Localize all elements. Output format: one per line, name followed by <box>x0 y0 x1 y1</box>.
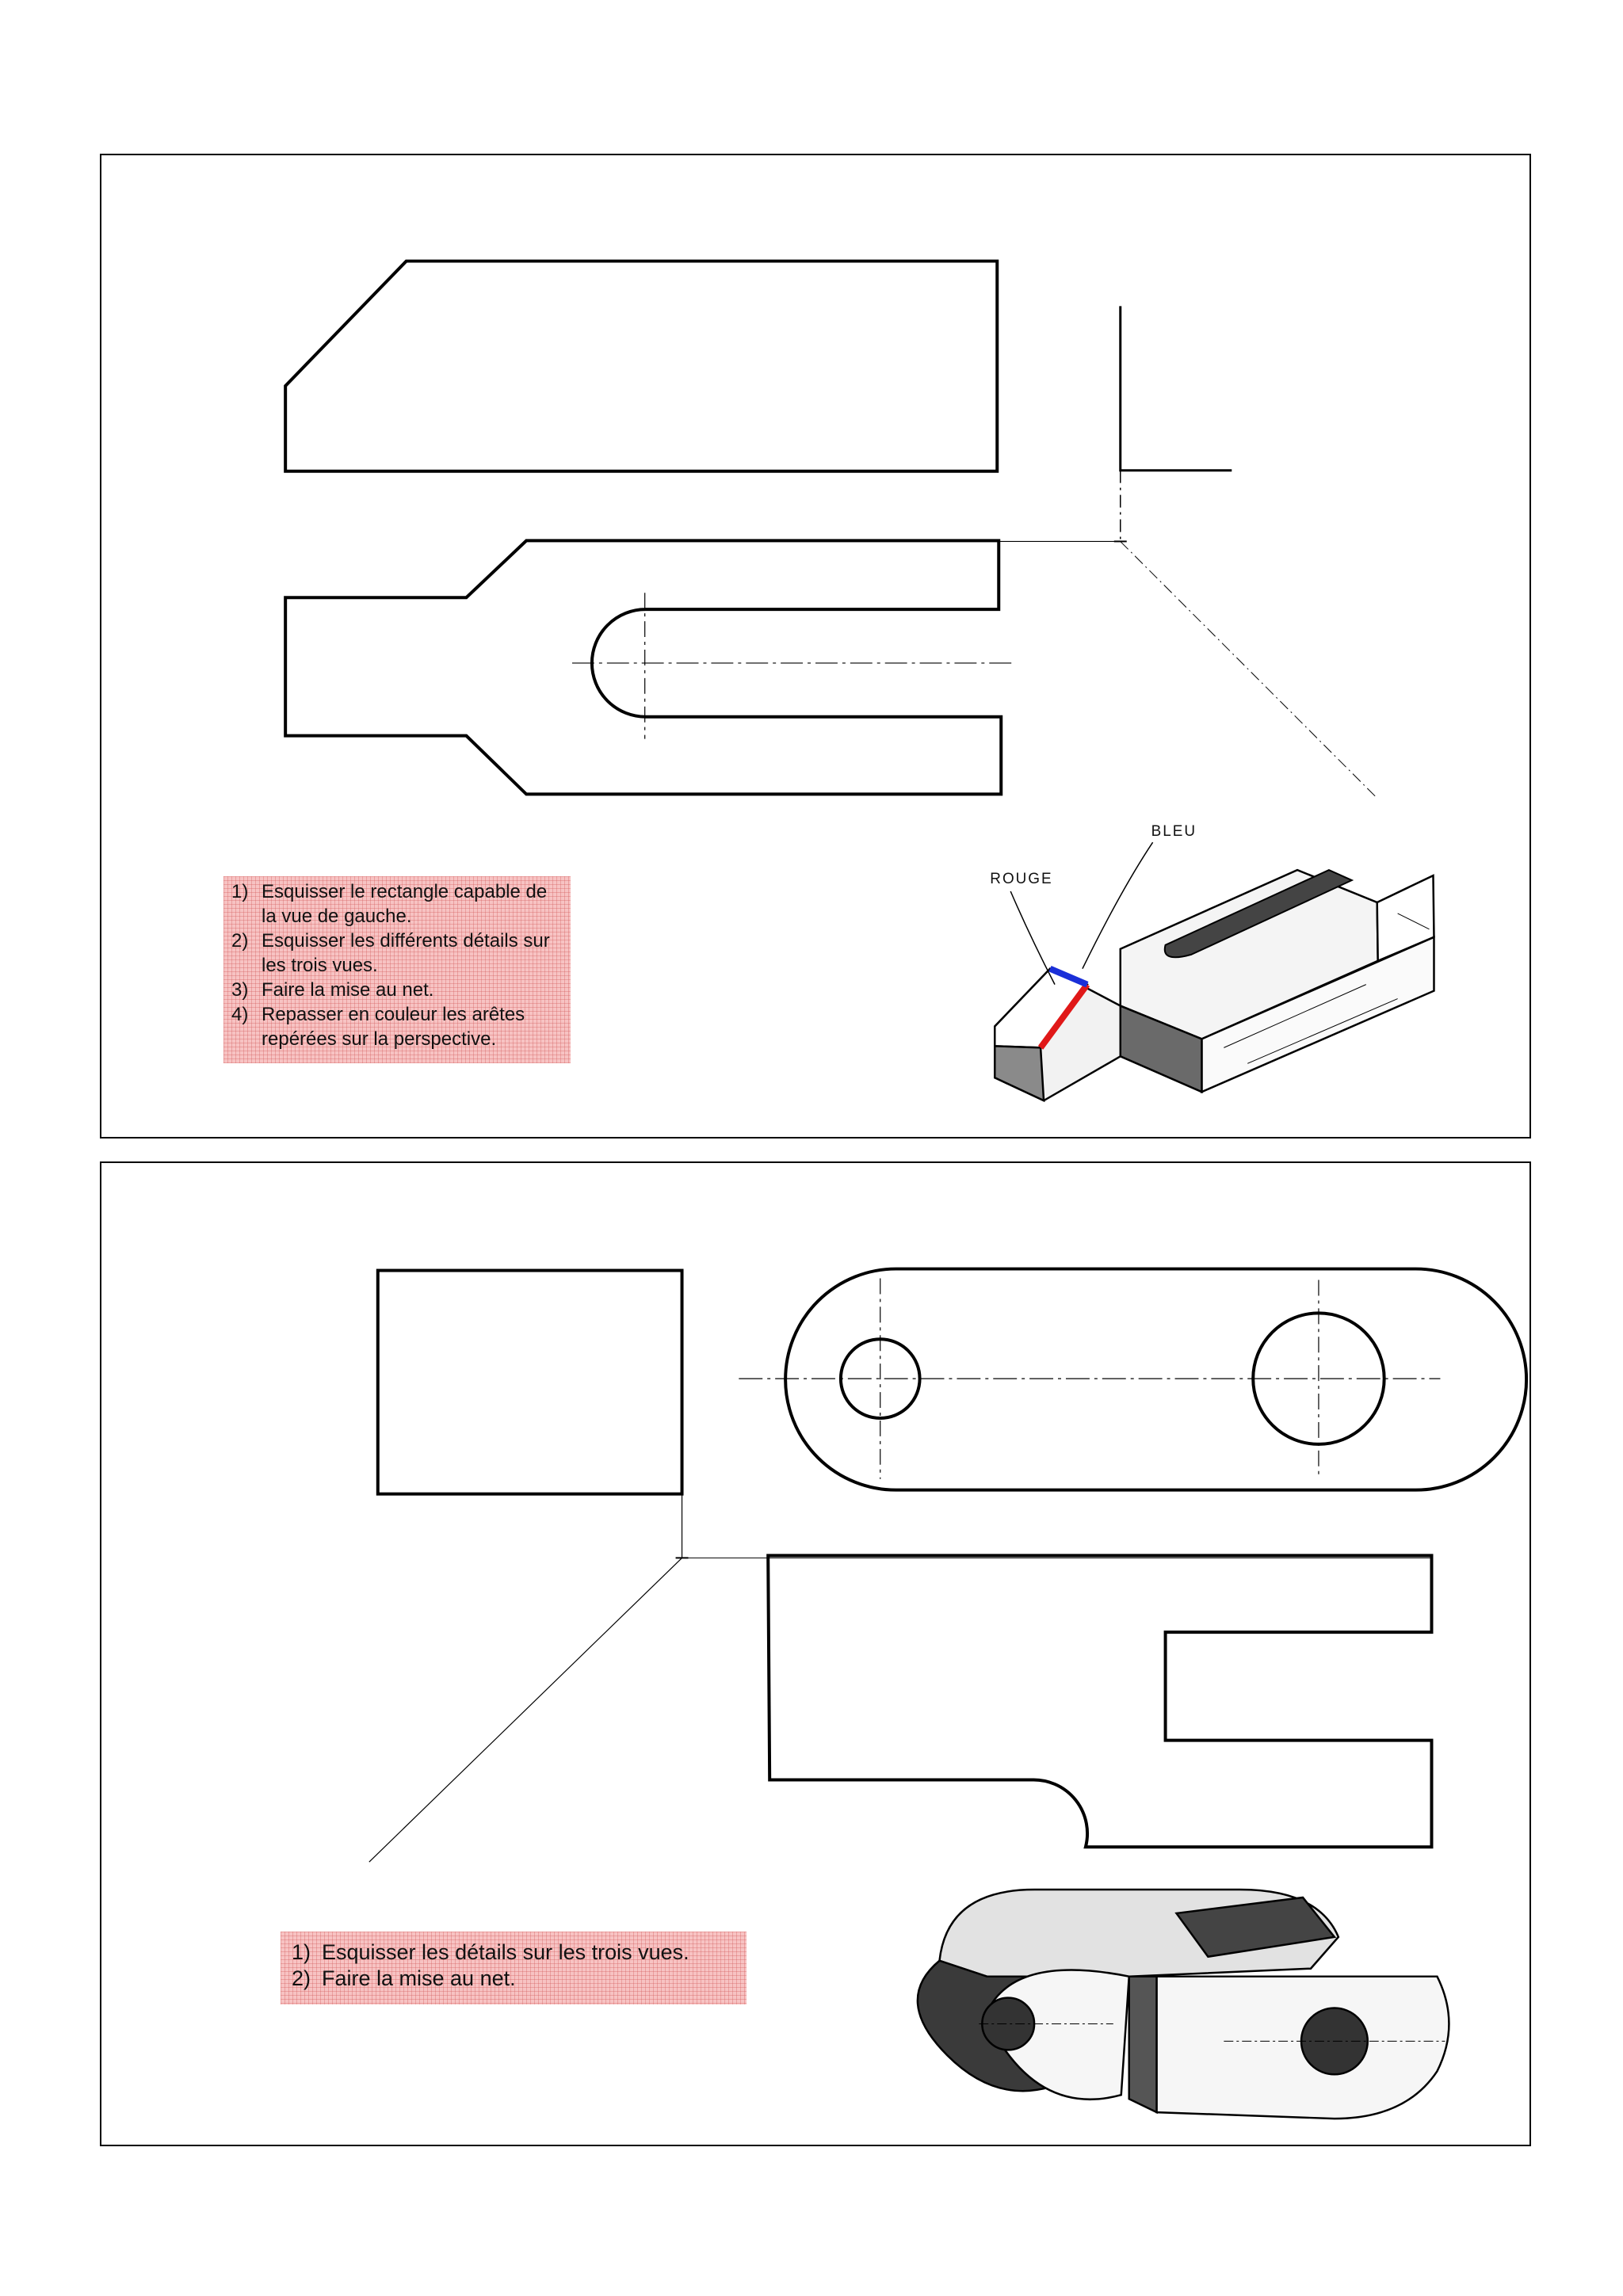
left-view-corner <box>1121 306 1232 470</box>
label-rouge: ROUGE <box>990 871 1053 888</box>
front-view-profile <box>768 1555 1431 1847</box>
top-view-fork <box>285 540 1001 794</box>
construction-line-45deg <box>1121 541 1377 798</box>
leader-line-rouge <box>1010 891 1055 985</box>
instruction-step: 2) Faire la mise au net. <box>292 1966 516 1990</box>
instruction-step: 1) Esquisser les détails sur les trois vues. <box>292 1940 689 1964</box>
instructions-box <box>223 876 571 1063</box>
instructions-box <box>281 1932 747 2004</box>
front-view-chamfered-block <box>285 261 997 471</box>
exercise-panel-1 <box>100 154 1531 1138</box>
top-view-rounded-bar <box>785 1269 1526 1490</box>
perspective-view <box>918 1890 1449 2119</box>
perspective-view <box>995 870 1434 1100</box>
construction-line-45deg <box>369 1558 682 1862</box>
exercise-panel-2 <box>100 1161 1531 2146</box>
instruction-step: 2) Esquisser les différents détails sur les trois vues. <box>231 930 550 976</box>
instruction-step: 3) Faire la mise au net. <box>231 979 434 1001</box>
left-view-rectangle <box>378 1271 682 1494</box>
label-bleu: BLEU <box>1151 823 1197 841</box>
instruction-step: 1) Esquisser le rectangle capable de la vue de gauche. <box>231 881 548 927</box>
instruction-step: 4) Repasser en couleur les arêtes repérées sur la perspective. <box>231 1004 525 1050</box>
